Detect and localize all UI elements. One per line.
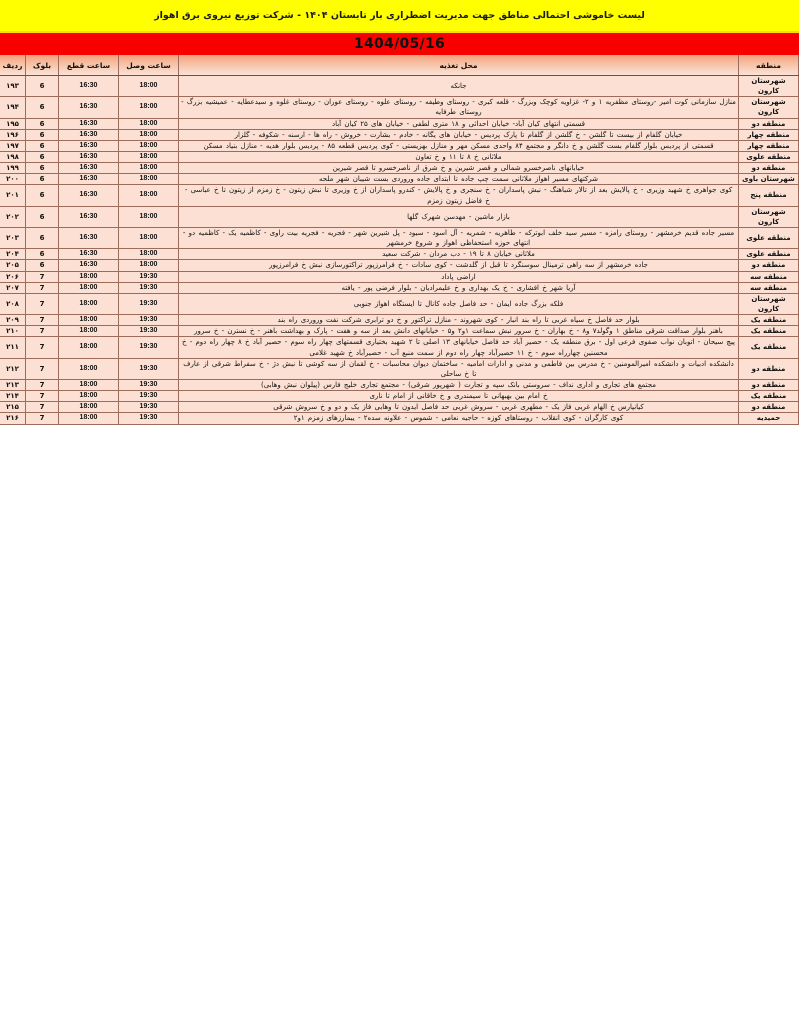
cell-cut-time: 18:00 — [59, 358, 119, 379]
cell-address: قسمتی انتهای کیان آباد- خیابان احداثی و ۱۸ متری لطفی - خیابان های ۲۵ کیان آباد — [179, 118, 739, 129]
cell-restore-time: 18:00 — [119, 76, 179, 97]
table-row — [0, 76, 799, 97]
cell-block: 6 — [26, 129, 59, 140]
cell-address: کیانپارس خ الهام غربی فاز یک - مطهری غربی - سروش غربی حد فاصل ایدون تا وهابی فاز یک و دو و خ سروش شرقی — [179, 402, 739, 413]
cell-restore-time: 19:30 — [119, 315, 179, 326]
cell-address: باهنر بلوار صداقت شرقی مناطق ۱ وگولد۷ و۸ - خ بهاران - خ سرور نبش سماعت ۱و۲ و۵ - خیابانهای دانش بعد از سه و هفت - پارک و بهداشت باهنر - خ نسترن - خ سرور — [179, 326, 739, 337]
cell-address: بلوار حد فاصل خ سیاه غربی تا راه بند انبار - کوی شهروند - منازل تراکتور و خ دو ترابری شرکت نفت وروردی راه بند — [179, 315, 739, 326]
cell-row-number: ۲۰۲ — [0, 206, 26, 227]
table-row — [0, 174, 799, 185]
cell-address: کوی کارگران - کوی انقلاب - روستاهای کوزه - حاجیه نعامی - شموس - علاونه سده۲ - ییمارزهای زمزم ۱و۲ — [179, 413, 739, 424]
title-bar — [0, 0, 799, 31]
cell-block: 7 — [26, 293, 59, 314]
cell-address: جاده خرمشهر از سه راهی ترمینال سوسنگرد تا قبل از گلدشت - کوی سادات - خ فرامرزپور تراکتورسازی نبش خ فرامرزپور — [179, 260, 739, 271]
cell-address: کوی جواهری خ شهید وزیری - خ پالایش بعد از تالار شباهنگ - نبش پاسداران - خ سنجری و خ پالایش - کندرو پاسداران از خ وزیری تا نبش زیتون - خ زمزم از زیتون تا خ عباسی - خ فاضل زیتون زمزم — [179, 185, 739, 206]
cell-address: خ امام بین بهبهانی تا سیمندری و خ خاقانی از امام تا ناری — [179, 391, 739, 402]
cell-cut-time: 18:00 — [59, 379, 119, 390]
table-row — [0, 315, 799, 326]
cell-cut-time: 16:30 — [59, 129, 119, 140]
cell-region: حمیدیه — [739, 413, 799, 424]
cell-restore-time: 18:00 — [119, 151, 179, 162]
cell-cut-time: 16:30 — [59, 97, 119, 118]
column-header-restore-time: ساعت وصل — [119, 55, 179, 76]
cell-region: منطقه دو — [739, 260, 799, 271]
table-row — [0, 260, 799, 271]
cell-row-number: ۱۹۷ — [0, 140, 26, 151]
cell-address: آریا شهر خ افشاری - خ یک بهداری و خ علیمرادیان - بلوار فرضی پور - یافته — [179, 282, 739, 293]
table-row — [0, 118, 799, 129]
table-row — [0, 185, 799, 206]
table-row — [0, 97, 799, 118]
cell-address: خیابان گلفام از بیست تا گلشن - خ گلشن از گلفام تا پارک پردیس - خیابان های یگانه - خادم - بشارت - خروش - راه ها - ارسنه - شکوفه - گلزار — [179, 129, 739, 140]
cell-address: ملاثانی خ ۸ تا ۱۱ و خ تعاون — [179, 151, 739, 162]
cell-cut-time: 18:00 — [59, 391, 119, 402]
cell-cut-time: 16:30 — [59, 140, 119, 151]
cell-row-number: ۲۱۳ — [0, 379, 26, 390]
cell-region: منطقه سه — [739, 271, 799, 282]
cell-row-number: ۲۰۳ — [0, 227, 26, 248]
cell-address: منازل سازمانی کوت امیر -روستای مظفریه ۱ و ۲- غزاویه کوچک وبزرگ - قلعه کبری - روستای وطیفه - روستای علوه - روستای عوران - روستای غلوه و سیدعطایه - عمیشیه بزرگ - روستای طرفایه — [179, 97, 739, 118]
cell-cut-time: 16:30 — [59, 227, 119, 248]
table-row — [0, 206, 799, 227]
cell-region: منطقه پنج — [739, 185, 799, 206]
cell-row-number: ۲۱۲ — [0, 358, 26, 379]
outage-table — [0, 55, 799, 425]
cell-region: منطقه دو — [739, 358, 799, 379]
cell-restore-time: 18:00 — [119, 206, 179, 227]
cell-restore-time: 18:00 — [119, 140, 179, 151]
table-row — [0, 151, 799, 162]
cell-row-number: ۲۱۰ — [0, 326, 26, 337]
schedule-date: 1404/05/16 — [353, 36, 446, 52]
cell-restore-time: 18:00 — [119, 249, 179, 260]
cell-row-number: ۱۹۹ — [0, 163, 26, 174]
cell-block: 6 — [26, 163, 59, 174]
cell-block: 7 — [26, 326, 59, 337]
table-row — [0, 282, 799, 293]
cell-region: منطقه علوی — [739, 227, 799, 248]
cell-block: 6 — [26, 118, 59, 129]
cell-block: 6 — [26, 174, 59, 185]
cell-row-number: ۲۰۶ — [0, 271, 26, 282]
cell-block: 6 — [26, 76, 59, 97]
cell-address: ملاثانی خیابان ۸ تا ۱۹ - دب مردان - شرکت سعید — [179, 249, 739, 260]
cell-block: 7 — [26, 391, 59, 402]
cell-restore-time: 18:00 — [119, 163, 179, 174]
cell-restore-time: 18:00 — [119, 185, 179, 206]
cell-restore-time: 19:30 — [119, 271, 179, 282]
cell-region: منطقه دو — [739, 118, 799, 129]
cell-address: مجتمع های تجاری و اداری نداف - سروستی بانک سپه و تجارت ( شهرپور شرقی) - مجتمع تجاری خلیج فارس (پیلوان نبش وهابی) — [179, 379, 739, 390]
cell-row-number: ۲۱۱ — [0, 337, 26, 358]
cell-restore-time: 19:30 — [119, 358, 179, 379]
table-header — [0, 55, 799, 76]
cell-cut-time: 16:30 — [59, 76, 119, 97]
cell-region: منطقه یک — [739, 315, 799, 326]
cell-row-number: ۲۰۵ — [0, 260, 26, 271]
cell-row-number: ۲۰۱ — [0, 185, 26, 206]
cell-block: 7 — [26, 358, 59, 379]
cell-block: 6 — [26, 249, 59, 260]
column-header-block: بلوک — [26, 55, 59, 76]
cell-row-number: ۱۹۳ — [0, 76, 26, 97]
cell-address: مسیر جاده قدیم خرمشهر - روستای رامزه - مسیر سید خلف ابوترکه - طاهریه - شمریه - آل اسود - سیود - پل شیرین شهر - فجریه - فجریه بیت راوی - کاظمیه یک - کاظمیه دو - انتهای حوزه استحفاظی اهواز و شروع خرمشهر — [179, 227, 739, 248]
table-row — [0, 413, 799, 424]
cell-restore-time: 19:30 — [119, 413, 179, 424]
cell-region: منطقه یک — [739, 391, 799, 402]
table-row — [0, 293, 799, 314]
cell-block: 6 — [26, 151, 59, 162]
cell-cut-time: 16:30 — [59, 163, 119, 174]
cell-row-number: ۱۹۴ — [0, 97, 26, 118]
table-row — [0, 337, 799, 358]
page-title: لیست خاموشی احتمالی مناطق جهت مدیریت اضطراری بار تابستان ۱۴۰۴ - شرکت توزیع نیروی برق اهواز — [154, 9, 645, 21]
cell-cut-time: 18:00 — [59, 293, 119, 314]
table-row — [0, 140, 799, 151]
cell-restore-time: 18:00 — [119, 97, 179, 118]
cell-cut-time: 16:30 — [59, 249, 119, 260]
cell-region: منطقه دو — [739, 163, 799, 174]
cell-restore-time: 19:30 — [119, 293, 179, 314]
cell-block: 7 — [26, 271, 59, 282]
cell-block: 7 — [26, 315, 59, 326]
cell-restore-time: 18:00 — [119, 118, 179, 129]
cell-restore-time: 19:30 — [119, 402, 179, 413]
cell-address: اراضی پاداد — [179, 271, 739, 282]
cell-row-number: ۲۰۸ — [0, 293, 26, 314]
cell-cut-time: 16:30 — [59, 151, 119, 162]
table-row — [0, 249, 799, 260]
table-row — [0, 402, 799, 413]
cell-block: 7 — [26, 402, 59, 413]
column-header-address: محل تغذیه — [179, 55, 739, 76]
cell-address: شرکتهای مسیر اهواز ملاثانی سمت چپ جاده تا ابتدای جاده وروردی بست شیبان شهر ملحه — [179, 174, 739, 185]
cell-row-number: ۱۹۶ — [0, 129, 26, 140]
cell-block: 7 — [26, 413, 59, 424]
cell-cut-time: 18:00 — [59, 402, 119, 413]
table-header-row — [0, 55, 799, 76]
cell-row-number: ۱۹۵ — [0, 118, 26, 129]
column-header-region: منطقه — [739, 55, 799, 76]
cell-region: شهرستان کارون — [739, 97, 799, 118]
cell-region: شهرستان کارون — [739, 206, 799, 227]
cell-row-number: ۲۱۶ — [0, 413, 26, 424]
cell-row-number: ۲۰۷ — [0, 282, 26, 293]
cell-address: خیابانهای ناصرخسرو شمالی و قصر شیرین و خ شرق از ناصرخسرو تا قصر شیرین — [179, 163, 739, 174]
cell-restore-time: 19:30 — [119, 326, 179, 337]
cell-cut-time: 18:00 — [59, 413, 119, 424]
cell-cut-time: 16:30 — [59, 206, 119, 227]
cell-cut-time: 18:00 — [59, 315, 119, 326]
cell-cut-time: 18:00 — [59, 337, 119, 358]
cell-address: پیچ سیحان - اتوبان نواب صفوی فرعی اول - برق منطقه یک - حصیر آباد حد فاصل خیابانهای ۱۳ اصلی تا ۲ شهید بختیاری قسمتهای چهار راه سوم - حصیر آباد خ ۸ چهار راه دوم - خ محسنین چهارراه سوم - خ ۱۱ حصیرآباد چهار راه دوم از سمت منبع آب - حصیرآباد خ شهید غلامی — [179, 337, 739, 358]
table-row — [0, 326, 799, 337]
cell-cut-time: 18:00 — [59, 326, 119, 337]
cell-row-number: ۲۰۹ — [0, 315, 26, 326]
cell-region: شهرستان کارون — [739, 293, 799, 314]
table-row — [0, 163, 799, 174]
table-row — [0, 129, 799, 140]
cell-address: قسمتی از پردیس بلوار گلفام بست گلشن و خ دانگر و مجتمع ۸۴ واحدی مسکن مهر و منازل بهزیستی - کوی پردیس قطعه ۸۵ - پردیس بلوار هدیه - منازل بنیاد مسکن — [179, 140, 739, 151]
cell-region: منطقه علوی — [739, 249, 799, 260]
cell-row-number: ۲۱۵ — [0, 402, 26, 413]
cell-region: منطقه چهار — [739, 129, 799, 140]
cell-restore-time: 19:30 — [119, 391, 179, 402]
cell-cut-time: 18:00 — [59, 282, 119, 293]
cell-row-number: ۲۰۰ — [0, 174, 26, 185]
cell-block: 7 — [26, 379, 59, 390]
cell-cut-time: 16:30 — [59, 118, 119, 129]
table-row — [0, 227, 799, 248]
table-row — [0, 379, 799, 390]
column-header-row: ردیف — [0, 55, 26, 76]
cell-cut-time: 18:00 — [59, 271, 119, 282]
cell-restore-time: 18:00 — [119, 174, 179, 185]
table-body — [0, 76, 799, 425]
cell-block: 6 — [26, 227, 59, 248]
cell-region: منطقه دو — [739, 379, 799, 390]
cell-restore-time: 18:00 — [119, 129, 179, 140]
cell-address: فلکه بزرگ جاده ایمان - حد فاصل جاده کانال تا ایستگاه اهواز جنوبی — [179, 293, 739, 314]
cell-region: منطقه سه — [739, 282, 799, 293]
table-row — [0, 358, 799, 379]
cell-region: شهرستان باوی — [739, 174, 799, 185]
cell-block: 7 — [26, 282, 59, 293]
cell-address: دانشکده ادبیات و دانشکده امیرالمومنین - خ مدرس بین فاطمی و مدنی و ادارات امامیه - ساختمان دیوان محاسبات - خ لقمان از سه کوشی تا نبش دژ - خ سفراط شرقی از عارف تا خ ساحلی — [179, 358, 739, 379]
cell-block: 6 — [26, 97, 59, 118]
cell-region: شهرستان کارون — [739, 76, 799, 97]
cell-block: 7 — [26, 337, 59, 358]
cell-restore-time: 19:30 — [119, 379, 179, 390]
cell-region: منطقه یک — [739, 337, 799, 358]
column-header-cut-time: ساعت قطع — [59, 55, 119, 76]
cell-address: جانکه — [179, 76, 739, 97]
cell-restore-time: 19:30 — [119, 282, 179, 293]
cell-row-number: ۲۰۴ — [0, 249, 26, 260]
cell-cut-time: 16:30 — [59, 260, 119, 271]
cell-row-number: ۱۹۸ — [0, 151, 26, 162]
cell-restore-time: 19:30 — [119, 337, 179, 358]
cell-block: 6 — [26, 206, 59, 227]
cell-block: 6 — [26, 260, 59, 271]
table-row — [0, 271, 799, 282]
cell-cut-time: 16:30 — [59, 185, 119, 206]
cell-restore-time: 18:00 — [119, 260, 179, 271]
cell-cut-time: 16:30 — [59, 174, 119, 185]
cell-region: منطقه چهار — [739, 140, 799, 151]
cell-region: منطقه دو — [739, 402, 799, 413]
cell-block: 6 — [26, 185, 59, 206]
cell-region: منطقه علوی — [739, 151, 799, 162]
table-row — [0, 391, 799, 402]
cell-block: 6 — [26, 140, 59, 151]
cell-restore-time: 18:00 — [119, 227, 179, 248]
cell-region: منطقه یک — [739, 326, 799, 337]
date-bar — [0, 31, 799, 55]
cell-row-number: ۲۱۴ — [0, 391, 26, 402]
cell-address: بازار ماشین - مهدسن شهرک گلها — [179, 206, 739, 227]
